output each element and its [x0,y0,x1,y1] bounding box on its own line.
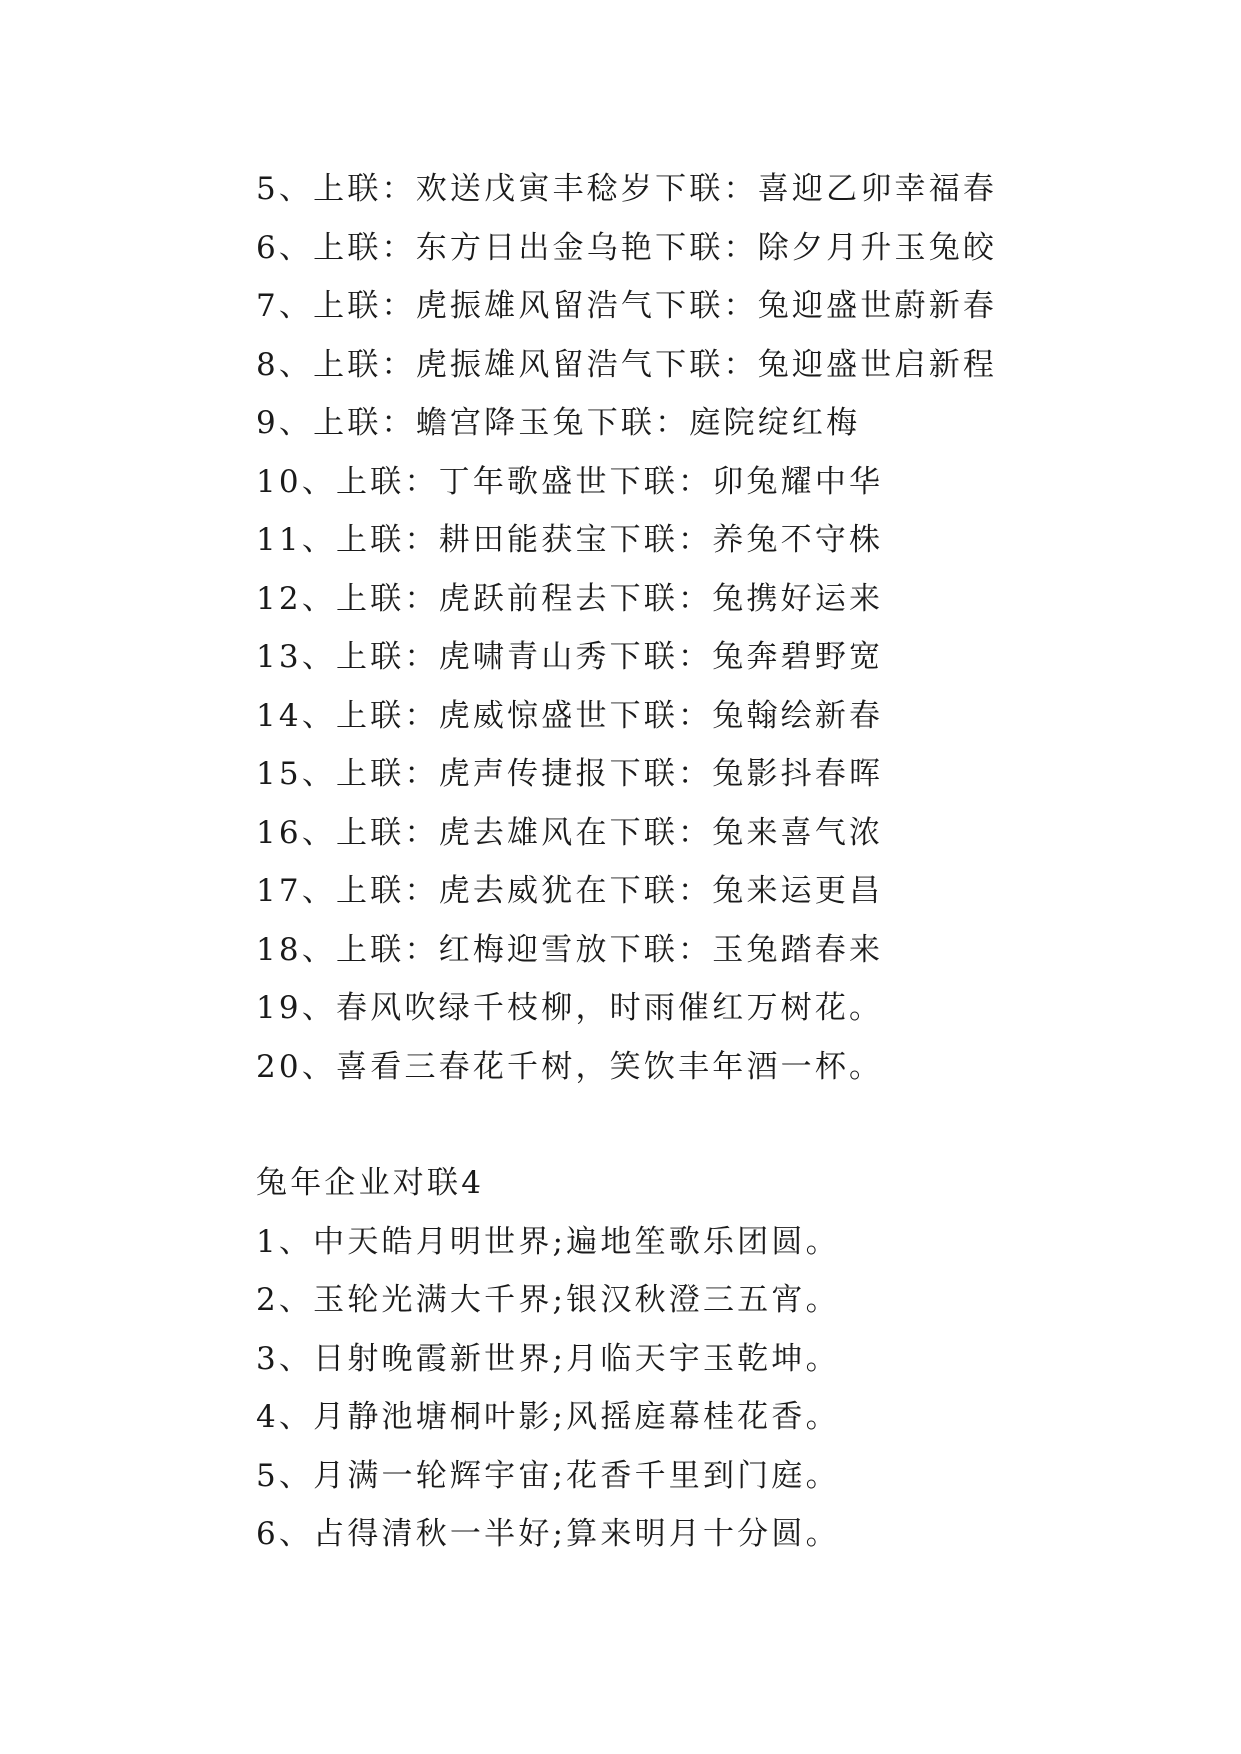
couplet-line: 1、中天皓月明世界;遍地笙歌乐团圆。 [256,1223,840,1260]
couplet-line: 12、上联：虎跃前程去下联：兔携好运来 [256,580,884,617]
couplet-line: 10、上联：丁年歌盛世下联：卯兔耀中华 [256,463,884,500]
couplet-line: 14、上联：虎威惊盛世下联：兔翰绘新春 [256,697,884,734]
couplet-line: 18、上联：红梅迎雪放下联：玉兔踏春来 [256,931,884,968]
couplet-line: 13、上联：虎啸青山秀下联：兔奔碧野宽 [256,639,884,675]
section-title: 兔年企业对联4 [256,1165,485,1201]
couplet-line: 16、上联：虎去雄风在下联：兔来喜气浓 [256,814,884,851]
couplet-line: 8、上联：虎振雄风留浩气下联：兔迎盛世启新程 [256,346,998,383]
couplet-line: 3、日射晚霞新世界;月临天宇玉乾坤。 [256,1340,840,1377]
couplet-line: 20、喜看三春花千树，笑饮丰年酒一杯。 [256,1048,884,1085]
couplet-line: 2、玉轮光满大千界;银汉秋澄三五宵。 [256,1282,840,1318]
couplet-line: 5、月满一轮辉宇宙;花香千里到门庭。 [256,1457,840,1494]
couplet-line: 6、占得清秋一半好;算来明月十分圆。 [256,1516,840,1552]
couplet-list-1 [256,160,1156,1096]
couplet-line: 15、上联：虎声传捷报下联：兔影抖春晖 [256,756,884,792]
couplet-line: 19、春风吹绿千枝柳，时雨催红万树花。 [256,990,884,1026]
couplet-line: 6、上联：东方日出金乌艳下联：除夕月升玉兔皎 [256,229,998,266]
document-page [256,160,1156,1564]
couplet-line: 9、上联：蟾宫降玉兔下联：庭院绽红梅 [256,405,861,441]
couplet-line: 11、上联：耕田能获宝下联：养兔不守株 [256,522,884,558]
couplet-line: 4、月静池塘桐叶影;风摇庭幕桂花香。 [256,1399,840,1435]
couplet-line: 7、上联：虎振雄风留浩气下联：兔迎盛世蔚新春 [256,288,998,324]
couplet-line: 5、上联：欢送戊寅丰稔岁下联：喜迎乙卯幸福春 [256,171,998,207]
couplet-line: 17、上联：虎去威犹在下联：兔来运更昌 [256,873,884,909]
couplet-list-2 [256,1213,1156,1564]
